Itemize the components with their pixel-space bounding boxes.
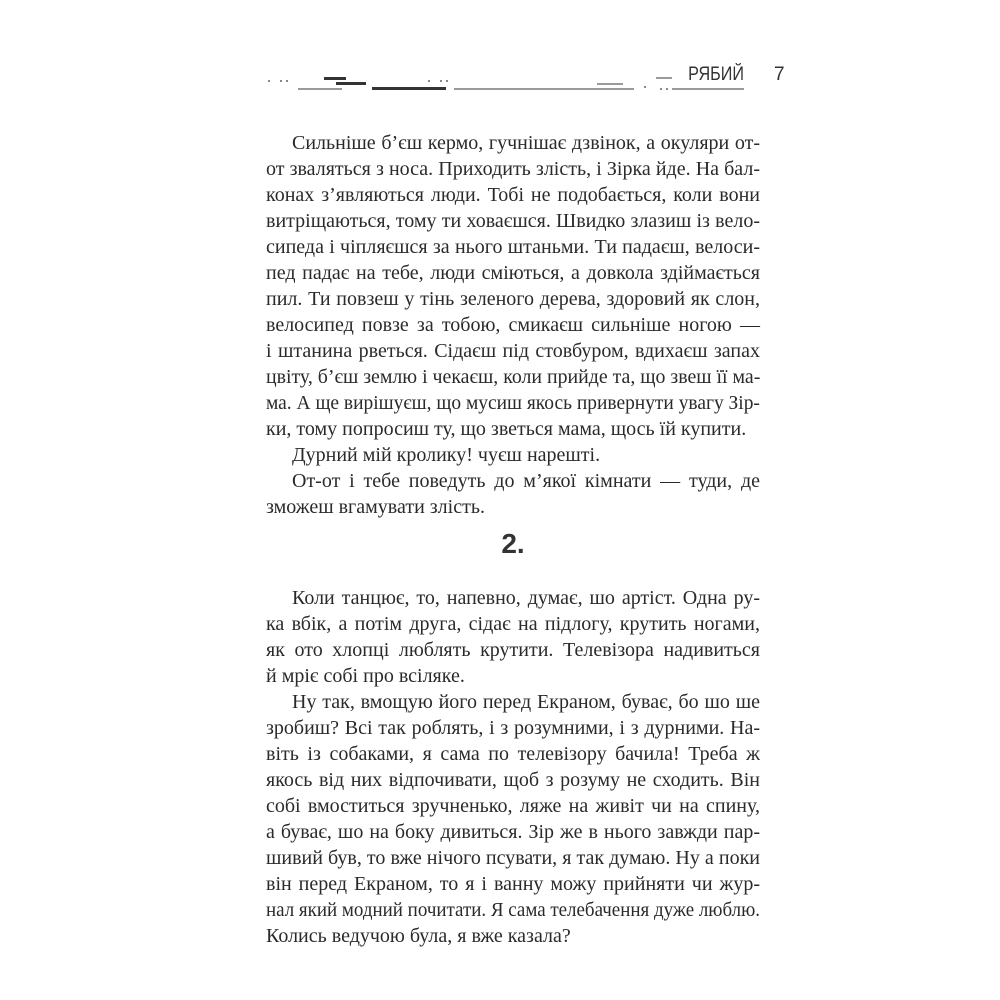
section-2-text — [266, 585, 760, 949]
header-ornament — [286, 80, 288, 82]
header-rule — [672, 88, 744, 90]
text-line: він перед Екраном, то я і ванну можу прийняти чи жур- — [266, 873, 760, 895]
text-line: витріщаються, тому ти ховаєшся. Швидко злазиш із вело- — [266, 210, 760, 232]
text-line: шивий був, то вже нічого псувати, я так думаю. Ну а поки — [266, 847, 760, 869]
running-header — [262, 60, 785, 90]
header-rule — [298, 88, 342, 90]
text-line: велосипед повзе за тобою, смикаєш сильніше ногою — — [266, 314, 760, 336]
text-line: ка вбік, а потім друга, сідає на підлогу, крутить ногами, — [266, 613, 760, 635]
text-line: як ото хлопці люблять крутити. Телевізора надивиться — [266, 639, 760, 661]
header-rule — [336, 82, 366, 85]
text-line: Коли танцює, то, напевно, думає, шо артіст. Одна ру- — [292, 587, 760, 609]
text-line: собі вмоститься зручненько, ляже на живіт чи на спину, — [266, 795, 760, 817]
text-line: Колись ведучою була, я вже казала? — [266, 925, 571, 947]
text-line: конах з’являються люди. Тобі не подобається, коли вони — [266, 184, 760, 206]
header-ornament — [280, 80, 282, 82]
header-rule — [372, 87, 446, 90]
chapter-number: 2. — [501, 528, 525, 559]
text-line: Дурний мій кролику! чуєш нарешті. — [292, 444, 601, 466]
text-line: От-от і тебе поведуть до м’якої кімнати — туди, де — [292, 470, 760, 492]
text-line: й мріє собі про всіляке. — [266, 665, 465, 687]
text-line: ма. А ще вирішуєш, що мусиш якось привернути увагу Зір- — [266, 392, 760, 414]
text-line: Сильніше б’єш кермо, гучнішає дзвінок, а окуляри от- — [292, 132, 760, 154]
text-line: Ну так, вмощую його перед Екраном, буває, бо шо ше — [292, 691, 760, 713]
header-rule — [324, 77, 346, 80]
text-line: пил. Ти повзеш у тінь зеленого дерева, здоровий як слон, — [266, 288, 760, 310]
header-ornament — [660, 88, 662, 90]
header-rule — [454, 88, 634, 90]
text-line: сипеда і чіпляєшся за нього штаньми. Ти падаєш, велоси- — [266, 236, 760, 258]
text-line: от зваляться з носа. Приходить злість, і Зірка йде. На бал- — [266, 158, 760, 180]
header-ornament — [440, 80, 442, 82]
text-line: пед падає на тебе, люди сміються, а довкола здіймається — [266, 262, 760, 284]
header-ornament — [268, 80, 270, 82]
text-line: а буває, шо на боку дивиться. Зір же в нього завжди пар- — [266, 821, 760, 843]
header-ornament — [666, 88, 668, 90]
text-line: ки, тому попросиш ту, що зветься мама, щось їй купити. — [266, 418, 747, 440]
header-ornament — [446, 80, 448, 82]
page-number: 7 — [774, 64, 785, 85]
text-line: зробиш? Всі так роблять, і з розумними, і з дурними. На- — [266, 717, 760, 739]
header-ornament — [428, 80, 430, 82]
header-ornament — [644, 86, 646, 88]
text-line: цвіту, б’єш землю і чекаєш, коли прийде та, що звеш її ма- — [266, 366, 761, 388]
text-line: нал який модний почитати. Я сама телебачення дуже люблю. — [266, 899, 761, 921]
text-line: і штанина рветься. Сідаєш під стовбуром, вдихаєш запах — [266, 340, 760, 362]
text-line: якось від них відпочивати, щоб з розуму не сходить. Він — [266, 769, 760, 791]
text-line: віть із собаками, я сама по телевізору бачила! Треба ж — [266, 743, 760, 765]
running-title: РЯБИЙ — [688, 64, 744, 85]
section-1-text — [266, 130, 760, 520]
text-line: зможеш вгамувати злість. — [266, 496, 485, 518]
